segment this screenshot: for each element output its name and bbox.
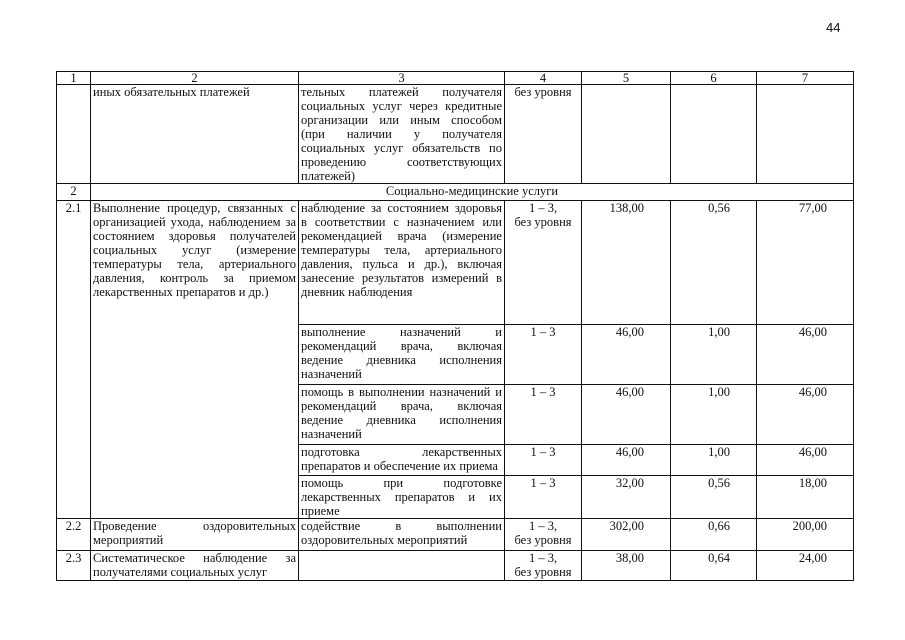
table-row xyxy=(57,519,854,551)
tariff-cell: 38,00 xyxy=(582,551,671,581)
column-header-4: 4 xyxy=(505,72,582,85)
service-name-cell: Систематическое наблюдение за получателями социальных услуг xyxy=(91,551,299,581)
level-cell: без уровня xyxy=(505,85,582,184)
tariff-cell: 138,00 xyxy=(582,201,671,325)
tariff-cell: 302,00 xyxy=(582,519,671,551)
cost-cell xyxy=(757,85,854,184)
cost-cell: 46,00 xyxy=(757,385,854,445)
coefficient-cell: 1,00 xyxy=(671,385,757,445)
page-number: 44 xyxy=(826,20,841,35)
level-cell xyxy=(505,551,582,581)
cost-cell: 46,00 xyxy=(757,325,854,385)
level-cell: 1 – 3 xyxy=(505,476,582,519)
service-content-cell: подготовка лекарственных препаратов и обеспечение их приема xyxy=(299,445,505,476)
tariff-cell: 46,00 xyxy=(582,385,671,445)
service-content-cell: выполнение назначений и рекомендаций врача, включая ведение дневника исполнения назначений xyxy=(299,325,505,385)
cost-cell: 24,00 xyxy=(757,551,854,581)
service-content-cell: помощь при подготовке лекарственных препаратов и их приеме xyxy=(299,476,505,519)
column-header-1: 1 xyxy=(57,72,91,85)
level-value: 1 – 3, xyxy=(528,551,558,565)
level-cell: 1 – 3 xyxy=(505,385,582,445)
service-name-cell: Проведение оздоровительных мероприятий xyxy=(91,519,299,551)
row-number-cell: 2.2 xyxy=(57,519,91,551)
column-header-5: 5 xyxy=(582,72,671,85)
service-name-cell: Выполнение процедур, связанных с организацией ухода, наблюдением за состоянием здоровья получателей социальных услуг (измерение температуры тела, артериального давления, контроль за приемом лекарственных препаратов и др.) xyxy=(91,201,299,519)
level-note: без уровня xyxy=(514,533,572,547)
tariff-cell xyxy=(582,85,671,184)
coefficient-cell xyxy=(671,85,757,184)
coefficient-cell: 0,56 xyxy=(671,201,757,325)
section-row xyxy=(57,184,854,201)
tariff-cell: 46,00 xyxy=(582,445,671,476)
service-content-cell: содействие в выполнении оздоровительных мероприятий xyxy=(299,519,505,551)
cost-cell: 77,00 xyxy=(757,201,854,325)
column-header-2: 2 xyxy=(91,72,299,85)
column-header-6: 6 xyxy=(671,72,757,85)
coefficient-cell: 0,66 xyxy=(671,519,757,551)
service-content-cell: тельных платежей получателя социальных услуг через кредитные организации или иным способом (при наличии у получателя социальных услуг обязательств по проведению соответствующих платежей) xyxy=(299,85,505,184)
column-number-row xyxy=(57,72,854,85)
level-cell: 1 – 3 xyxy=(505,325,582,385)
table-row xyxy=(57,85,854,184)
cost-cell: 18,00 xyxy=(757,476,854,519)
section-number: 2 xyxy=(57,184,91,201)
tariff-cell: 32,00 xyxy=(582,476,671,519)
cost-cell: 46,00 xyxy=(757,445,854,476)
service-content-cell: помощь в выполнении назначений и рекомендаций врача, включая ведение дневника исполнения назначений xyxy=(299,385,505,445)
level-cell xyxy=(505,201,582,325)
column-header-3: 3 xyxy=(299,72,505,85)
table-row xyxy=(57,551,854,581)
row-number-cell xyxy=(57,85,91,184)
table-row xyxy=(57,201,854,325)
cost-cell: 200,00 xyxy=(757,519,854,551)
section-title: Социально-медицинские услуги xyxy=(91,184,854,201)
coefficient-cell: 0,64 xyxy=(671,551,757,581)
column-header-7: 7 xyxy=(757,72,854,85)
coefficient-cell: 0,56 xyxy=(671,476,757,519)
level-note: без уровня xyxy=(514,215,572,229)
level-cell: 1 – 3 xyxy=(505,445,582,476)
level-value: 1 – 3, xyxy=(528,519,558,533)
services-table xyxy=(56,71,854,581)
row-number-cell: 2.3 xyxy=(57,551,91,581)
coefficient-cell: 1,00 xyxy=(671,445,757,476)
service-content-cell xyxy=(299,551,505,581)
service-name-cell: иных обязательных платежей xyxy=(91,85,299,184)
level-note: без уровня xyxy=(514,565,572,579)
level-value: 1 – 3, xyxy=(528,201,558,215)
coefficient-cell: 1,00 xyxy=(671,325,757,385)
level-cell xyxy=(505,519,582,551)
service-content-cell: наблюдение за состоянием здоровья в соответствии с назначением или рекомендацией врача (измерение температуры тела, артериального давления, пульса и др.), включая занесение результатов измерений в дневник наблюдения xyxy=(299,201,505,325)
tariff-cell: 46,00 xyxy=(582,325,671,385)
row-number-cell: 2.1 xyxy=(57,201,91,519)
